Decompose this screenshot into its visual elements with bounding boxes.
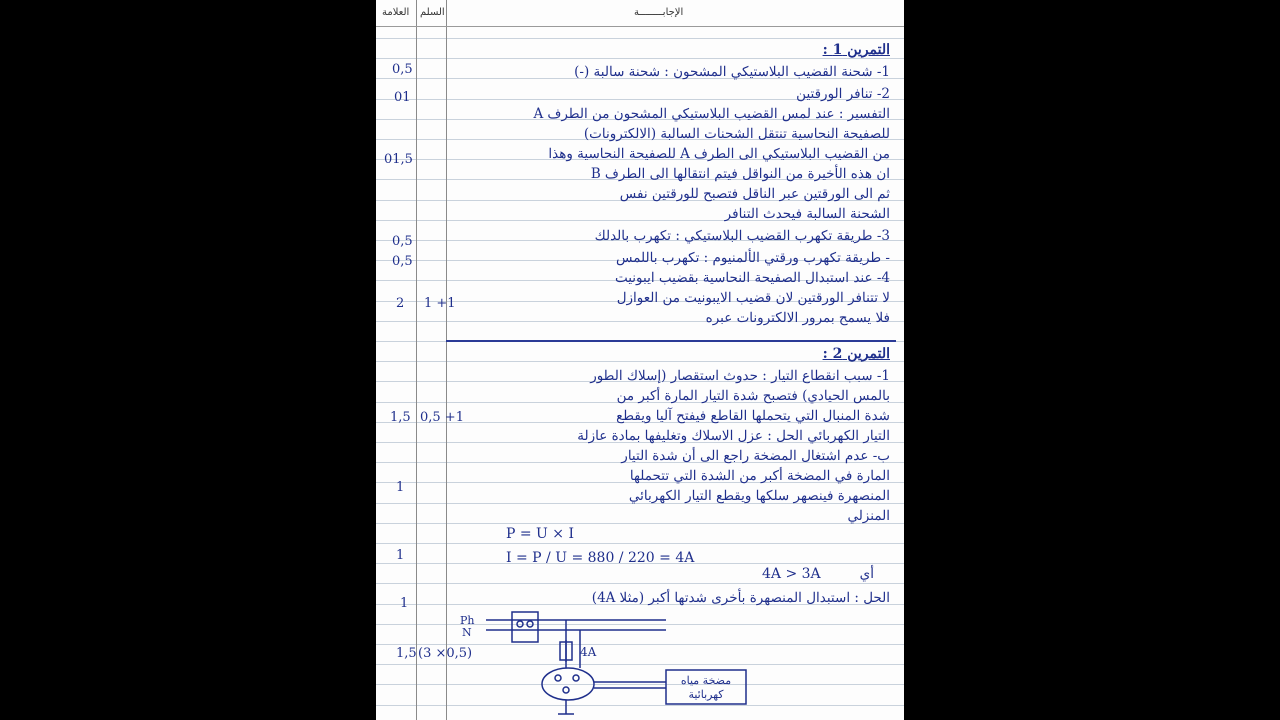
neutral-label: N	[462, 626, 472, 639]
ex1-line: للصفيحة النحاسية تنتقل الشحنات السالبة (الالكترونات)	[583, 126, 890, 142]
current-calculation: I = P / U = 880 / 220 = 4A	[506, 550, 695, 566]
ruled-line	[376, 583, 904, 584]
grade-mark: 1,5	[396, 646, 417, 661]
power-formula: P = U × I	[506, 526, 575, 542]
ruled-line	[376, 58, 904, 59]
grade-mark: 0,5	[392, 62, 413, 77]
ex1-line: 3- طريقة تكهرب القضيب البلاستيكي : تكهرب بالدلك	[594, 228, 890, 244]
ex1-line: ثم الى الورقتين عبر الناقل فتصبح للورقتين نفس	[619, 186, 890, 202]
ex1-line: ان هذه الأخيرة من النواقل فيتم انتقالها الى الطرف B	[590, 166, 890, 182]
ruled-line	[376, 523, 904, 524]
grade-mark: 0,5	[392, 234, 413, 249]
exercise-1-title: التمرين 1 :	[822, 42, 890, 58]
scale-header: السلم	[420, 7, 445, 18]
ex2-line: المارة في المضخة أكبر من الشدة التي تتحملها	[629, 468, 890, 484]
ex2-line: التيار الكهربائي الحل : عزل الاسلاك وتغليفها بمادة عازلة	[577, 428, 890, 444]
grade-header: العلامة	[382, 7, 410, 18]
ex1-line: فلا يسمح بمرور الالكترونات عبره	[705, 310, 890, 326]
table-header	[376, 0, 904, 27]
ruled-line	[376, 543, 904, 544]
grade-mark: 2	[396, 296, 405, 311]
ex1-line: 4- عند استبدال الصفيحة النحاسية بقضيب ايبونيت	[614, 270, 890, 286]
ruled-line	[376, 38, 904, 39]
breaker-box	[512, 612, 538, 642]
ex1-line: لا تتنافر الورقتين لان قضيب الايبونيت من العوازل	[616, 290, 890, 306]
ex2-line: ب- عدم اشتغال المضخة راجع الى أن شدة التيار	[621, 448, 890, 464]
socket-symbol	[542, 668, 594, 700]
ex2-line: المنزلي	[847, 508, 890, 524]
ex1-line: - طريقة تكهرب ورقتي الألمنيوم : تكهرب باللمس	[615, 250, 890, 266]
current-comparison: 4A > 3A	[762, 566, 821, 582]
grade-mark: 0,5	[392, 254, 413, 269]
scale-mark: 0,5 +1	[420, 410, 464, 425]
ex1-line: 2- تنافر الورقتين	[796, 86, 890, 102]
ex2-line: المنصهرة فينصهر سلكها ويقطع التيار الكهربائي	[628, 488, 890, 504]
breaker-terminal	[527, 621, 533, 627]
ex2-line: شدة المنبال التي يتحملها القاطع فيفتح آليا ويقطع	[616, 408, 890, 424]
breaker-terminal	[517, 621, 523, 627]
grade-mark: 1	[396, 480, 405, 495]
grade-mark: 1	[396, 548, 405, 563]
pump-label: مضخة مياه	[680, 674, 732, 687]
ex1-line: 1- شحنة القضيب البلاستيكي المشحون : شحنة سالبة (-)	[574, 64, 890, 80]
grade-mark: 01,5	[384, 152, 413, 167]
phase-label: Ph	[460, 614, 475, 627]
answer-sheet	[376, 0, 904, 720]
grade-mark: 1	[400, 596, 409, 611]
ex1-line: الشحنة السالبة فيحدث التنافر	[724, 206, 890, 222]
pump-circuit-diagram	[456, 604, 896, 720]
scale-mark: (3 ×0,5)	[418, 646, 473, 661]
pump-label: كهربائية	[688, 688, 724, 701]
ex2-line: بالمس الحيادي) فتصبح شدة التيار المارة أكبر من	[616, 388, 890, 404]
answer-header: الإجابــــــــة	[634, 7, 684, 18]
grade-mark: 01	[394, 90, 411, 105]
ex2-line: 1- سبب انقطاع التيار : حدوث استقصار (إسلاك الطور	[590, 368, 890, 384]
result-prefix: أي	[859, 566, 874, 582]
exercise-2-title: التمرين 2 :	[822, 346, 890, 362]
grade-column-line	[416, 0, 417, 720]
solution-line: الحل : استبدال المنصهرة بأخرى شدتها أكبر (مثلا 4A)	[591, 590, 890, 606]
scale-mark: 1 +1	[424, 296, 456, 311]
exercise-separator	[446, 340, 896, 342]
scale-column-line	[446, 0, 447, 720]
fuse-label: 4A	[580, 645, 597, 659]
grade-mark: 1,5	[390, 410, 411, 425]
ex1-line: من القضيب البلاستيكي الى الطرف A للصفيحة النحاسية وهذا	[548, 146, 890, 162]
ex1-line: التفسير : عند لمس القضيب البلاستيكي المشحون من الطرف A	[533, 106, 890, 122]
